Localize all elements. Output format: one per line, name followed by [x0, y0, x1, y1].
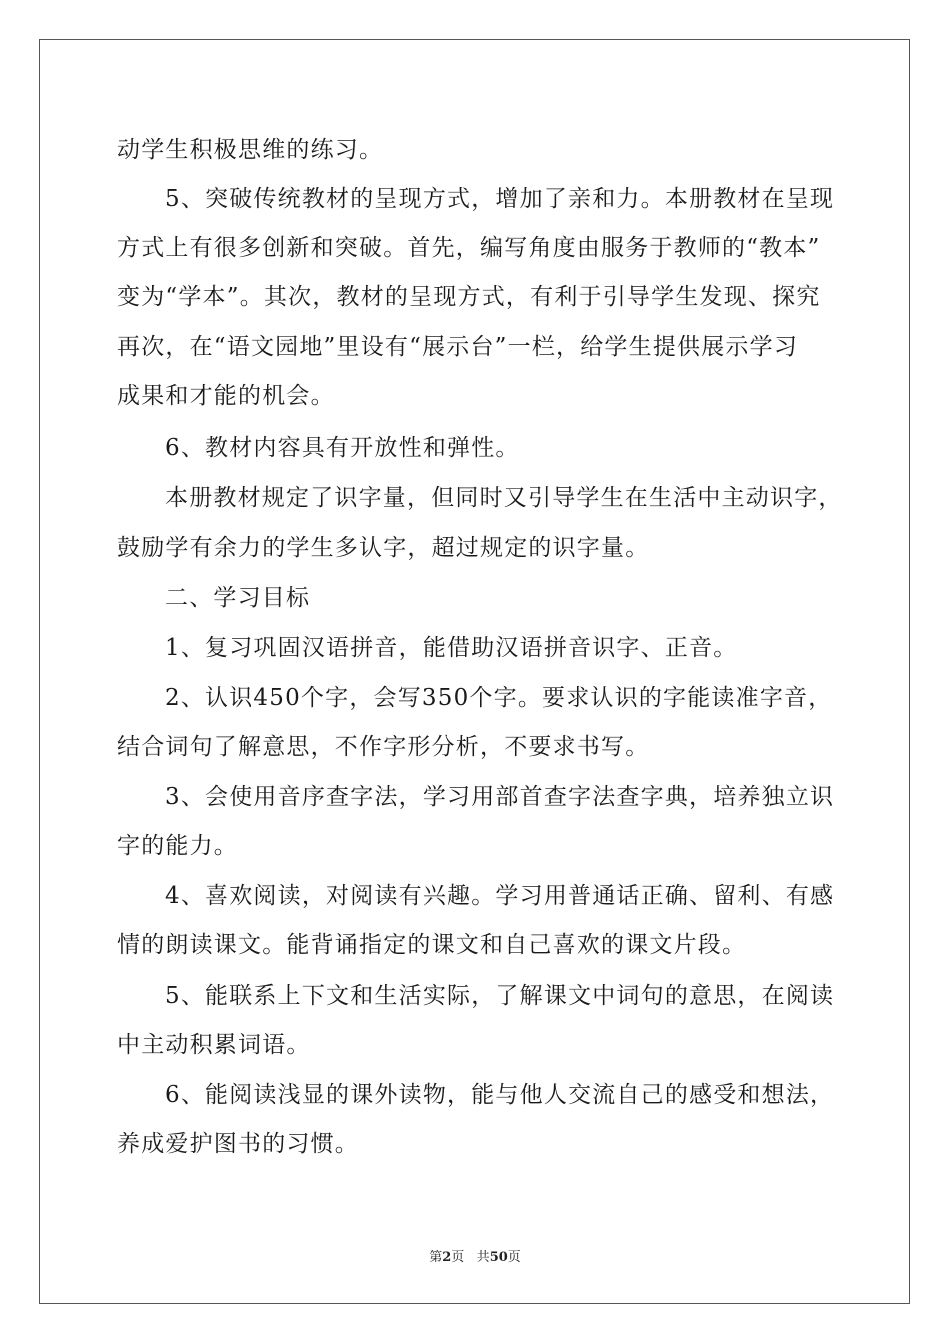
text-line: 2、认识450个字，会写350个字。要求认识的字能读准字音， — [165, 685, 833, 711]
text-line: 本册教材规定了识字量，但同时又引导学生在生活中主动识字， — [165, 485, 843, 511]
section-heading: 二、学习目标 — [165, 585, 311, 611]
text-line: 成果和才能的机会。 — [117, 383, 335, 409]
text-line: 动学生积极思维的练习。 — [117, 137, 384, 163]
total-label-prefix: 共 — [476, 1250, 490, 1265]
text-line: 4、喜欢阅读，对阅读有兴趣。学习用普通话正确、留利、有感 — [165, 883, 835, 909]
text-line: 中主动积累词语。 — [117, 1032, 311, 1058]
text-line: 5、能联系上下文和生活实际，了解课文中词句的意思，在阅读 — [165, 983, 835, 1009]
page-label-prefix: 第 — [429, 1250, 443, 1265]
total-label-suffix: 页 — [507, 1250, 521, 1265]
text-line: 字的能力。 — [117, 833, 238, 859]
text-line: 5、突破传统教材的呈现方式，增加了亲和力。本册教材在呈现 — [165, 186, 835, 212]
page-label-suffix: 页 — [451, 1250, 465, 1265]
text-line: 6、教材内容具有开放性和弹性。 — [165, 435, 520, 461]
text-line: 1、复习巩固汉语拼音，能借助汉语拼音识字、正音。 — [165, 635, 738, 661]
text-line: 情的朗读课文。能背诵指定的课文和自己喜欢的课文片段。 — [117, 932, 747, 958]
text-line: 变为“学本”。其次，教材的呈现方式，有利于引导学生发现、探究 — [117, 284, 821, 310]
text-line: 结合词句了解意思，不作字形分析，不要求书写。 — [117, 734, 650, 760]
text-line: 方式上有很多创新和突破。首先，编写角度由服务于教师的“教本” — [117, 235, 821, 261]
total-pages: 50 — [489, 1250, 508, 1265]
text-line: 鼓励学有余力的学生多认字，超过规定的识字量。 — [117, 535, 650, 561]
page-number: 2 — [442, 1250, 452, 1265]
text-line: 6、能阅读浅显的课外读物，能与他人交流自己的感受和想法， — [165, 1082, 835, 1108]
text-line: 再次，在“语文园地”里设有“展示台”一栏，给学生提供展示学习 — [117, 334, 799, 360]
page-footer — [0, 1246, 950, 1265]
text-line: 养成爱护图书的习惯。 — [117, 1131, 359, 1157]
text-line: 3、会使用音序查字法，学习用部首查字法查字典，培养独立识 — [165, 784, 835, 810]
page-border — [39, 39, 910, 1304]
